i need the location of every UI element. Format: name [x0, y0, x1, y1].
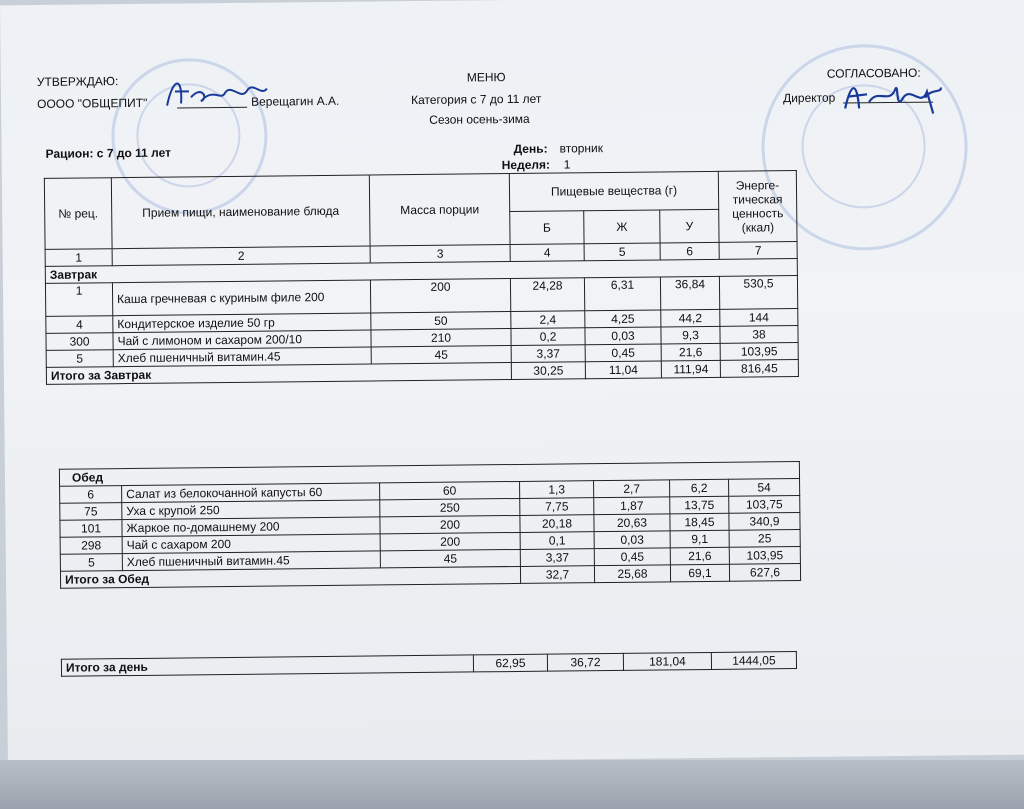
menu-category: Категория с 7 до 11 лет: [410, 91, 542, 108]
row-zh: 20,63: [594, 514, 670, 532]
breakfast-table: [44, 170, 799, 385]
header-zh: Ж: [584, 209, 660, 243]
total-label: Итого за Обед: [60, 566, 520, 588]
row-num: 298: [60, 537, 122, 555]
row-b: 0,2: [511, 328, 585, 346]
row-name: Кондитерское изделие 50 гр: [113, 313, 371, 333]
total-b: 30,25: [511, 362, 585, 380]
row-num: 6: [60, 486, 122, 504]
row-mass: 50: [371, 312, 511, 330]
header-energy: Энерге-тическая ценность (ккал): [718, 171, 797, 243]
day-total-kcal: 1444,05: [711, 652, 796, 670]
day-total-zh: 36,72: [547, 653, 623, 671]
row-b: 3,37: [511, 345, 585, 363]
approve-title: УТВЕРЖДАЮ:: [36, 74, 119, 89]
row-num: 1: [45, 283, 112, 317]
row-u: 36,84: [660, 276, 719, 310]
header-u: У: [660, 209, 719, 243]
row-num: 4: [46, 316, 113, 334]
row-name: Салат из белокочанной капусты 60: [122, 483, 380, 503]
row-b: 2,4: [511, 311, 585, 329]
row-u: 44,2: [661, 309, 720, 327]
row-u: 9,1: [670, 530, 729, 548]
row-zh: 0,45: [594, 548, 670, 566]
agreed-signature-icon: [837, 67, 948, 120]
col-number: 5: [584, 243, 660, 261]
total-b: 32,7: [520, 566, 594, 584]
col-number: 3: [370, 245, 510, 263]
breakfast-title: Завтрак: [45, 259, 797, 284]
row-mass: 210: [371, 329, 511, 347]
row-kcal: 103,95: [720, 343, 798, 361]
row-name: Чай с лимоном и сахаром 200/10: [113, 330, 371, 350]
col-number: 6: [660, 242, 719, 260]
row-kcal: 103,95: [729, 547, 800, 565]
menu-season: Сезон осень-зима: [429, 111, 530, 127]
total-u: 111,94: [661, 360, 720, 378]
row-u: 9,3: [661, 326, 720, 344]
row-mass: 45: [380, 549, 520, 567]
day-total-row: [61, 652, 796, 677]
row-name: Каша гречневая с куриным филе 200: [112, 280, 370, 316]
lunch-table: [59, 461, 801, 589]
row-zh: 6,31: [584, 277, 660, 311]
row-zh: 0,03: [585, 327, 661, 345]
total-u: 69,1: [670, 564, 729, 582]
row-num: 5: [46, 350, 113, 368]
row-num: 101: [60, 520, 122, 538]
day-value: вторник: [559, 141, 604, 156]
total-zh: 11,04: [585, 361, 661, 379]
day-label: День:: [513, 141, 548, 156]
row-u: 21,6: [670, 547, 729, 565]
row-mass: 60: [380, 481, 520, 499]
row-mass: 250: [380, 498, 520, 516]
row-b: 3,37: [520, 549, 594, 567]
day-total-label: Итого за день: [61, 655, 473, 676]
row-kcal: 54: [729, 479, 800, 497]
day-total-u: 181,04: [623, 652, 711, 670]
total-kcal: 816,45: [720, 360, 798, 378]
row-u: 13,75: [670, 496, 729, 514]
row-u: 21,6: [661, 343, 720, 361]
week-value: 1: [563, 157, 571, 172]
row-u: 18,45: [670, 513, 729, 531]
header-nutrients: Пищевые вещества (г): [509, 171, 718, 211]
row-u: 6,2: [670, 479, 729, 497]
col-number: 2: [112, 246, 370, 266]
row-mass: 200: [380, 515, 520, 533]
row-b: 20,18: [520, 515, 594, 533]
row-zh: 4,25: [585, 310, 661, 328]
row-mass: 200: [380, 532, 520, 550]
row-num: 5: [60, 554, 122, 572]
row-zh: 0,03: [594, 531, 670, 549]
col-number: 7: [719, 242, 797, 260]
header-dish: Прием пищи, наименование блюда: [111, 175, 370, 249]
row-b: 24,28: [510, 278, 584, 312]
total-label: Итого за Завтрак: [46, 363, 511, 385]
row-kcal: 25: [729, 530, 800, 548]
total-zh: 25,68: [594, 565, 670, 583]
ration-label: Рацион: с 7 до 11 лет: [45, 145, 172, 161]
row-name: Жаркое по-домашнему 200: [122, 517, 380, 537]
row-kcal: 340,9: [729, 513, 800, 531]
approve-org: ОООО "ОБЩЕПИТ": [36, 95, 148, 111]
row-num: 300: [46, 333, 113, 351]
menu-title: МЕНЮ: [466, 70, 506, 85]
header-b: Б: [510, 210, 584, 244]
approve-name: Верещагин А.А.: [250, 93, 340, 109]
row-mass: 45: [371, 346, 511, 364]
row-num: 75: [60, 503, 122, 521]
header-num: № рец.: [44, 178, 112, 250]
row-kcal: 530,5: [719, 276, 797, 310]
week-label: Неделя:: [501, 157, 551, 173]
row-zh: 0,45: [585, 344, 661, 362]
approve-signature-icon: [161, 67, 272, 118]
agreed-role: Директор: [782, 90, 836, 106]
day-total-b: 62,95: [473, 654, 547, 672]
row-name: Хлеб пшеничный витамин.45: [113, 347, 371, 367]
row-kcal: 144: [720, 309, 798, 327]
row-b: 7,75: [520, 498, 594, 516]
lunch-title: Обед: [59, 462, 799, 487]
row-name: Хлеб пшеничный витамин.45: [122, 551, 380, 571]
row-kcal: 103,75: [729, 496, 800, 514]
col-number: 4: [510, 244, 584, 262]
total-kcal: 627,6: [729, 564, 800, 582]
row-b: 1,3: [520, 481, 594, 499]
row-b: 0,1: [520, 532, 594, 550]
row-zh: 2,7: [594, 480, 670, 498]
header-mass: Масса порции: [369, 174, 510, 246]
row-kcal: 38: [720, 326, 798, 344]
day-total-table: [61, 651, 797, 677]
row-name: Чай с сахаром 200: [122, 534, 380, 554]
row-mass: 200: [370, 279, 510, 313]
row-zh: 1,87: [594, 497, 670, 515]
col-number: 1: [45, 249, 112, 267]
desk-background: [0, 760, 1024, 809]
row-name: Уха с крупой 250: [122, 500, 380, 520]
agreed-title: СОГЛАСОВАНО:: [826, 65, 921, 81]
